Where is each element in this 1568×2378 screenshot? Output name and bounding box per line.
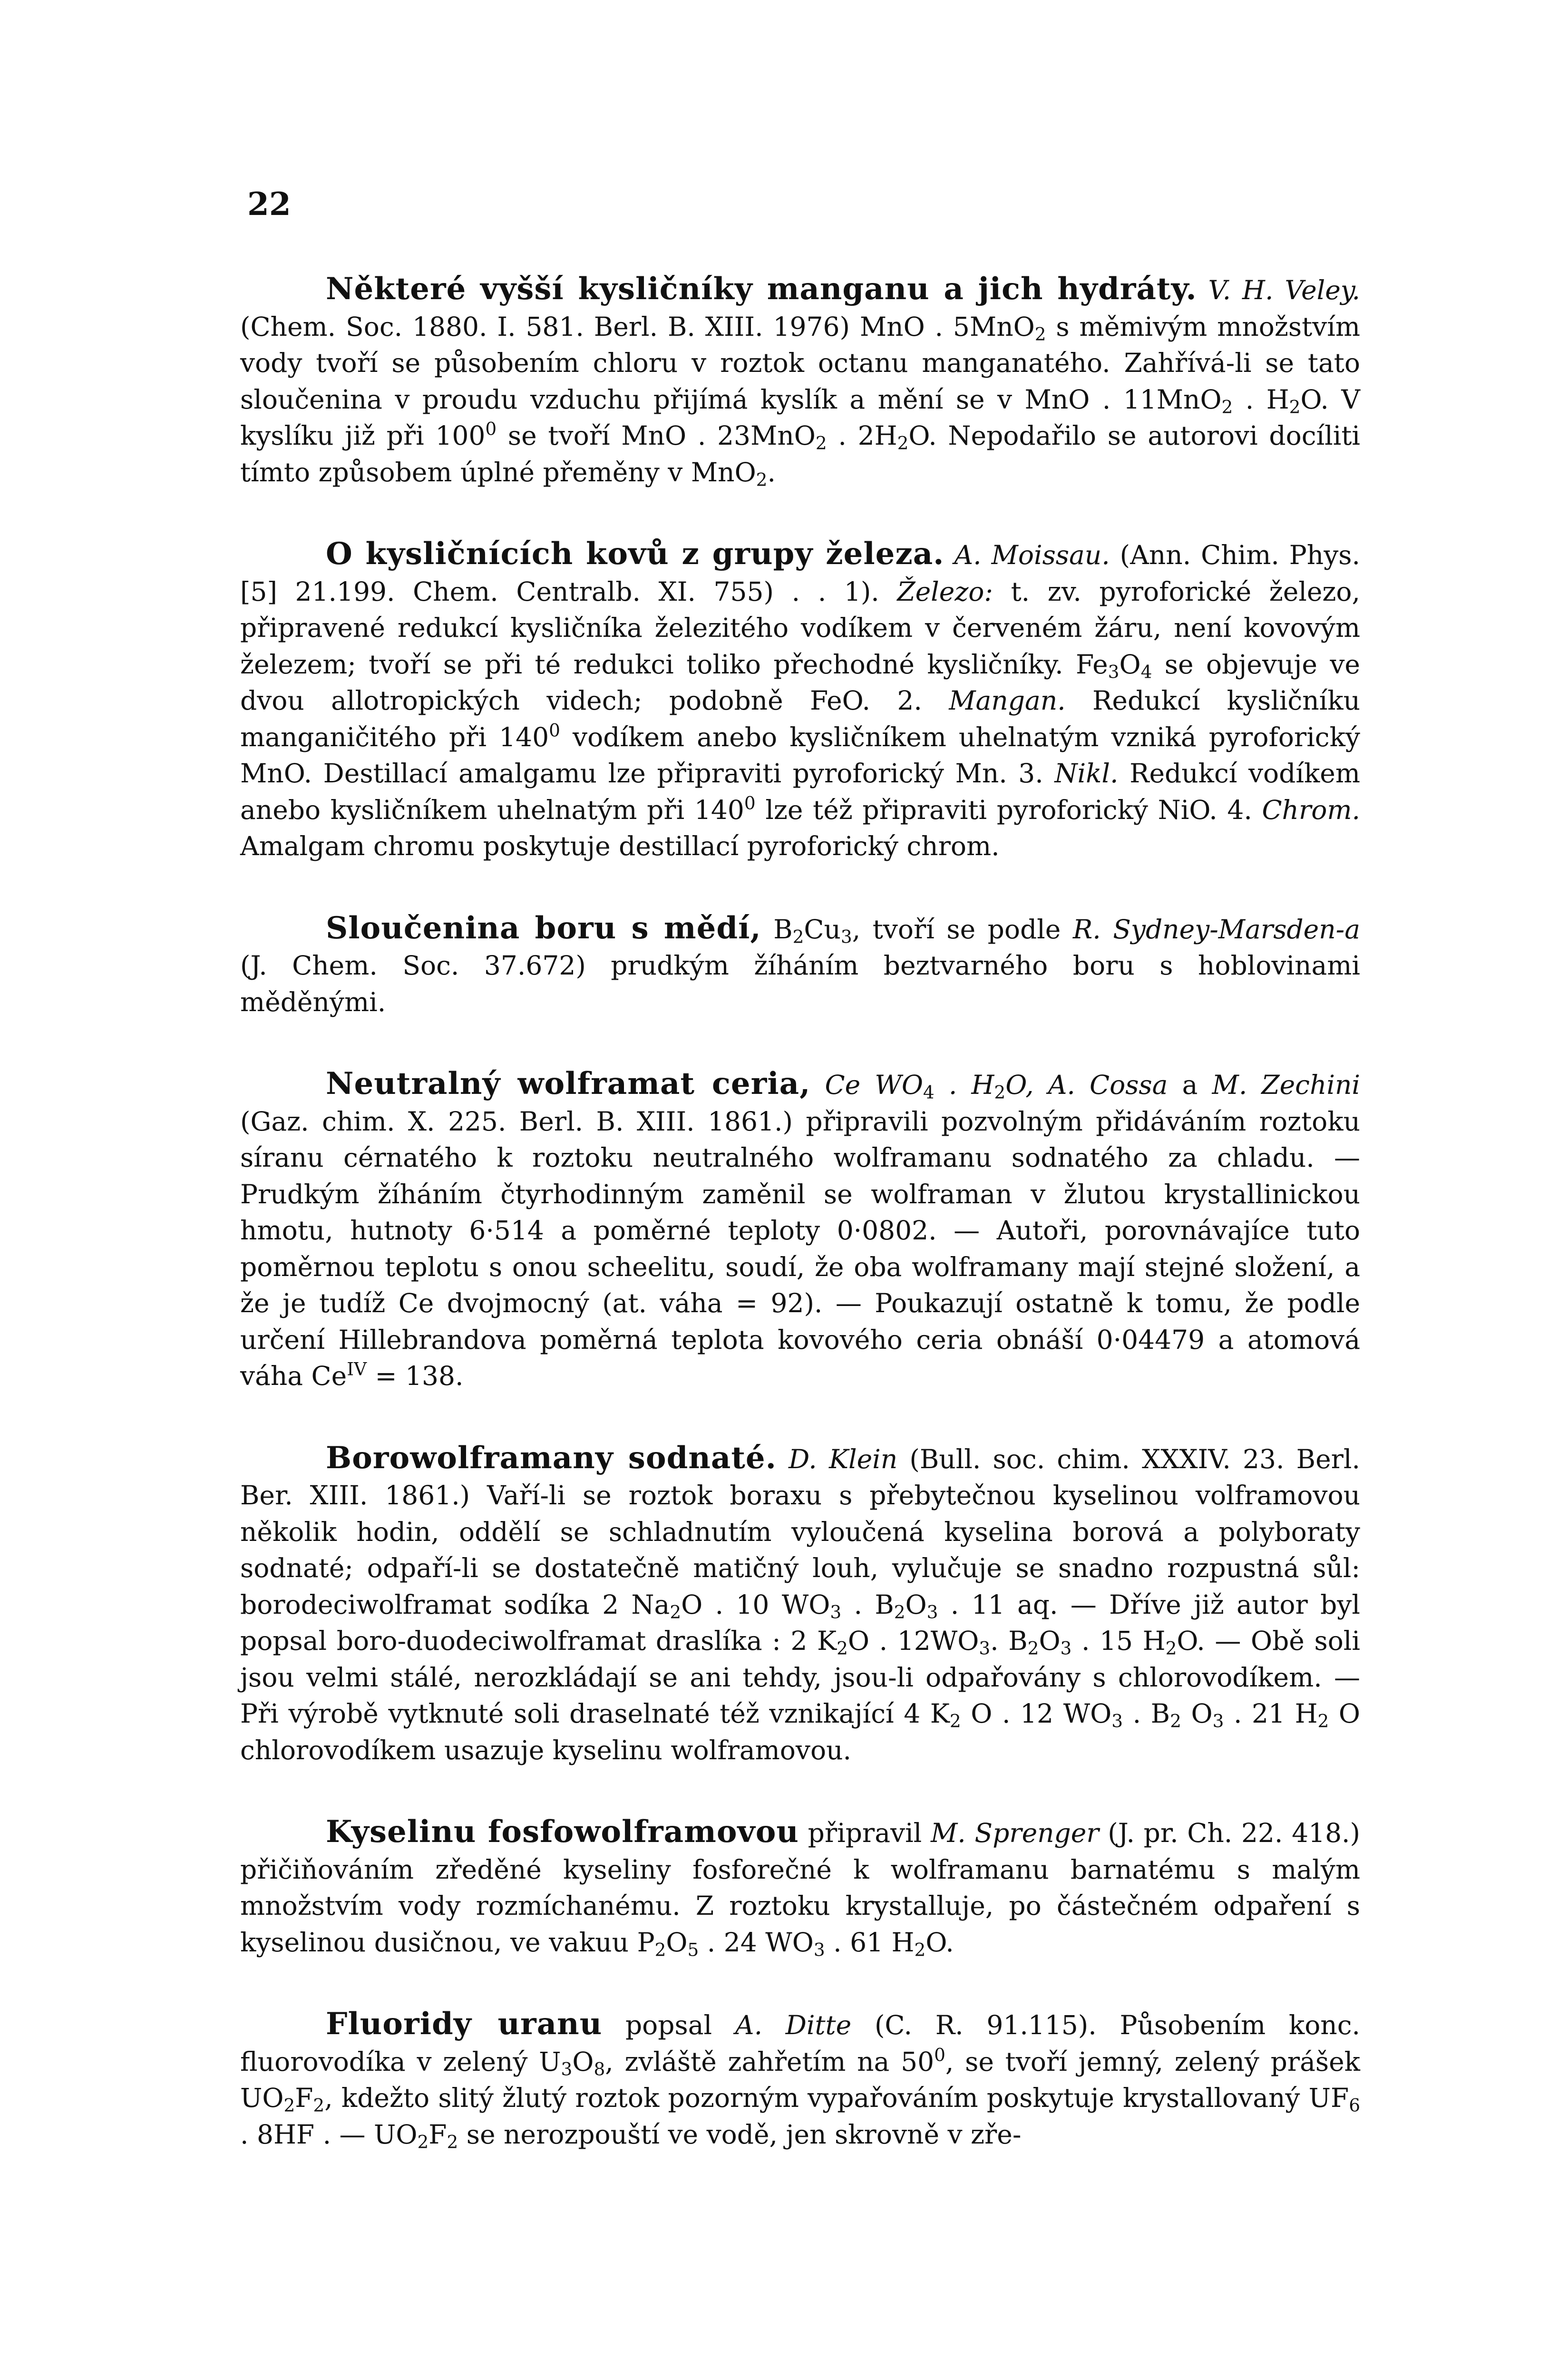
article-title: Některé vyšší kysličníky manganu a jich hydráty. [326,271,1197,307]
article-title: Sloučenina boru s mědí, [326,910,761,946]
article-iron-group-oxides: O kysličnících kovů z grupy železa. A. Moissau. (Ann. Chim. Phys. [5] 21.199. Chem. Centralb. XI. 755) . . 1). Železo: t. zv. pyroforické železo, připravené redukcí kysličníka železitého vodíkem v červeném žáru, není kovovým železem; tvoří se při té redukci toliko přechodné kysličníky. $Fe_3O_4$ se objevuje ve dvou allotropických videch; podobně FeO. 2. Mangan. Redukcí kysličníku manganičitého při $140^0$ vodíkem anebo kysličníkem uhelnatým vzniká pyroforický MnO. Destillací amalgamu lze připraviti pyroforický Mn. 3. Nikl. Redukcí vodíkem anebo kysličníkem uhelnatým při $140^0$ lze též připraviti pyroforický NiO. 4. Chrom. Amalgam chromu poskytuje destillací pyroforický chrom. [240,536,1361,861]
article-title: Neutralný wolframat ceria, [326,1066,811,1101]
article-phosphowolframic-acid: Kyselinu fosfowolframovou připravil M. Sprenger (J. pr. Ch. 22. 418.) přičiňováním zředěné kyseliny fosforečné k wolframanu barnatému s malým množstvím vody rozmíchanému. Z roztoku krystalluje, po částečném odpaření s kyselinou dusičnou, ve vakuu $P_2O_5$ . 24 $WO_3$ . 61 $H_2O$. [240,1814,1361,1960]
article-author: D. Klein [789,1443,898,1474]
article-author: M. Sprenger [930,1818,1099,1848]
article-author-2: M. Zechini [1212,1070,1361,1100]
article-author: A. Ditte [735,2010,852,2040]
article-title: Kyselinu fosfowolframovou [326,1814,799,1850]
article-author: A. Cossa [1048,1070,1168,1100]
article-title: Borowolframany sodnaté. [326,1440,777,1476]
article-title: Fluoridy uranu [326,2006,603,2042]
article-cerium-wolframate: Neutralný wolframat ceria, Ce $WO_4$ . $H_2O$, A. Cossa a M. Zechini (Gaz. chim. X. 225. Berl. B. XIII. 1861.) připravili pozvolným přidáváním roztoku síranu cérnatého k roztoku neutralného wolframanu sodnatého za chladu. — Prudkým žíháním čtyrhodinným zaměnil se wolframan v žlutou krystallinickou hmotu, hutnoty 6·514 a poměrné teploty 0·0802. — Autoři, porovnávajíce tuto poměrnou teplotu s onou scheelitu, soudí, že oba wolframany mají stejné složení, a že je tudíž Ce dvojmocný (at. váha = 92). — Poukazují ostatně k tomu, že podle určení Hillebrandova poměrná teplota kovového ceria obnáší 0·04479 a atomová váha $Ce^{IV} = 138$. [240,1066,1361,1391]
article-author: A. Moissau. [954,540,1110,570]
article-manganese-oxides: Některé vyšší kysličníky manganu a jich hydráty. V. H. Veley. (Chem. Soc. 1880. I. 581. Berl. B. XIII. 1976) MnO . 5MnO$_2$ s měmivým množstvím vody tvoří se působením chloru v roztok octanu manganatého. Zahřívá-li se tato sloučenina v proudu vzduchu přijímá kyslík a mění se v MnO . 11MnO$_2$ . $H_2O$. V kyslíku již při $100^0$ se tvoří MnO . 23MnO$_2$ . $2H_2O$. Nepodařilo se autorovi docíliti tímto způsobem úplné přeměny v MnO$_2$. [240,271,1361,490]
page-number: 22 [247,185,291,223]
article-author: R. Sydney-Marsden-a [1072,914,1360,945]
article-author: V. H. Veley. [1208,275,1361,305]
article-list [240,271,1360,2153]
article-title: O kysličnících kovů z grupy železa. [326,536,945,572]
article-boron-copper: Sloučenina boru s mědí, $B_2Cu_3$, tvoří se podle R. Sydney-Marsden-a (J. Chem. Soc. 37.672) prudkým žíháním beztvarného boru s hoblovinami měděnými. [240,910,1360,1017]
article-borowolframates: Borowolframany sodnaté. D. Klein (Bull. soc. chim. XXXIV. 23. Berl. Ber. XIII. 1861.) Vaří-li se roztok boraxu s přebytečnou kyselinou volframovou několik hodin, oddělí se schladnutím vyloučená kyselina borová a polyboraty sodnaté; odpaří-li se dostatečně matičný louh, vylučuje se snadno rozpustná sůl: borodeciwolframat sodíka 2 $Na_2O$ . 10 $WO_3$ . $B_2O_3$ . 11 aq. — Dříve již autor byl popsal boro-duodeciwolframat draslíka : 2 $K_2O$ . $12WO_3$. $B_2O_3$ . 15 $H_2O$. — Obě soli jsou velmi stálé, nerozkládají se ani tehdy, jsou-li odpařovány s chlorovodíkem. — Při výrobě vytknuté soli draselnaté též vznikající 4 $K_2$ O . 12 $WO_3$ . $B_2$ $O_3$ . 21 $H_2$ O chlorovodíkem usazuje kyselinu wolframovou. [240,1440,1361,1765]
article-uranium-fluorides: Fluoridy uranu popsal A. Ditte (C. R. 91.115). Působením konc. fluorovodíka v zelený $U_3O_8$, zvláště zahřetím na $50^0$, se tvoří jemný, zelený prášek $UO_2F_2$, kdežto slitý žlutý roztok pozorným vypařováním poskytuje krystallovaný $UF_6$ . 8HF . — $UO_2F_2$ se nerozpouští ve vodě, jen skrovně v zře- [240,2006,1361,2152]
